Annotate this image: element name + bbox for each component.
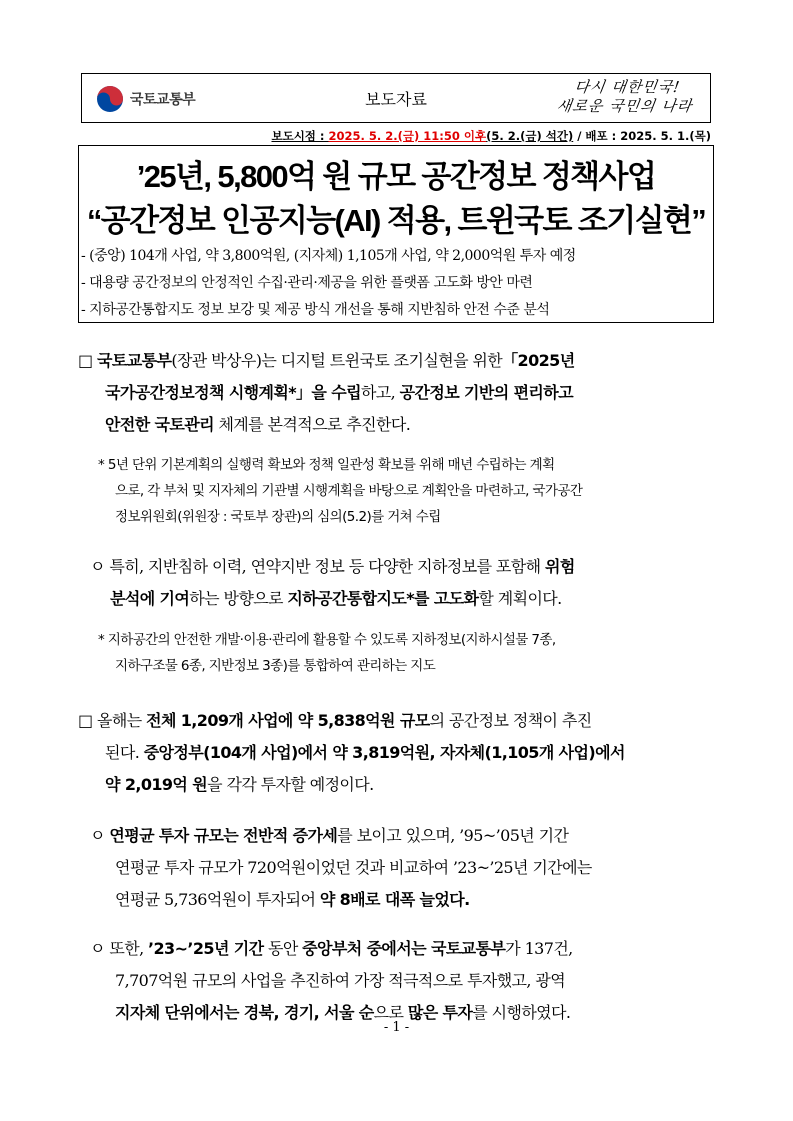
release-info	[271, 128, 711, 144]
release-paper: (5. 2.(금) 석간)	[486, 129, 574, 143]
paragraph-4-line-2: 연평균 투자 규모가 720억원이었던 것과 비교하여 ’23~’25년 기간에는	[115, 858, 592, 877]
doc-type: 보도자료	[365, 90, 427, 109]
bullet-circle: ㅇ	[90, 826, 105, 845]
bullet-circle: ㅇ	[90, 939, 105, 958]
paragraph-2-line-1: ㅇ 특히, 지반침하 이력, 연약지반 정보 등 다양한 지하정보를 포함해 위험	[90, 557, 575, 576]
title-line-1: ’25년, 5,800억 원 규모 공간정보 정책사업	[136, 159, 656, 194]
paragraph-1-line-1: □ 국토교통부(장관 박상우)는 디지털 트윈국토 조기실현을 위한「2025년	[78, 351, 575, 370]
paragraph-1-line-2: 국가공간정보정책 시행계획*」을 수립하고, 공간정보 기반의 편리하고	[105, 383, 573, 402]
paragraph-3-line-2: 된다. 중앙정부(104개 사업)에서 약 3,819억원, 자자체(1,105개 사업)에서	[105, 743, 625, 762]
page-number: - 1 -	[383, 1020, 410, 1035]
release-time: 2025. 5. 2.(금) 11:50 이후	[328, 129, 487, 143]
slogan-line2: 새로운 국민의 나라	[555, 97, 694, 115]
bullet-circle: ㅇ	[90, 557, 105, 576]
paragraph-4	[90, 820, 592, 916]
footnote-1-line-3: 정보위원회(위원장 : 국토부 장관)의 심의(5.2)를 거쳐 수립	[115, 509, 441, 525]
footnote-1-line-1: * 5년 단위 기본계획의 실행력 확보와 정책 일관성 확보를 위해 매년 수립하는 계획	[98, 457, 555, 473]
paragraph-5	[90, 933, 573, 1029]
logo-text: 국토교통부	[130, 92, 196, 108]
header-box	[81, 73, 711, 123]
subtitle-2: - 대용량 공간정보의 안정적인 수집·관리·제공을 위한 플랫폼 고도화 방안 마련	[81, 275, 533, 291]
title-box	[78, 145, 714, 323]
slogan	[553, 78, 698, 116]
title-line-2: “공간정보 인공지능(AI) 적용, 트윈국토 조기실현”	[86, 203, 706, 238]
paragraph-4-line-3: 연평균 5,736억원이 투자되어 약 8배로 대폭 늘었다.	[115, 890, 470, 909]
release-distribution: / 배포 : 2025. 5. 1.(목)	[573, 129, 711, 143]
paragraph-3	[78, 705, 625, 801]
release-label: 보도시점 :	[271, 129, 329, 143]
paragraph-4-line-1: ㅇ 연평균 투자 규모는 전반적 증가세를 보이고 있으며, ’95~’05년 기간	[90, 826, 569, 845]
footnote-1	[98, 452, 582, 530]
slogan-line1: 다시 대한민국!	[573, 78, 682, 96]
bullet-square: □	[78, 711, 93, 730]
footnote-2-line-1: * 지하공간의 안전한 개발·이용·관리에 활용할 수 있도록 지하정보(지하시설물 7종,	[98, 632, 556, 648]
paragraph-1	[78, 345, 575, 441]
paragraph-2-line-2: 분석에 기여하는 방향으로 지하공간통합지도*를 고도화할 계획이다.	[110, 589, 562, 608]
footnote-2-line-2: 지하구조물 6종, 지반정보 3종)를 통합하여 관리하는 지도	[115, 658, 436, 674]
footnote-2	[98, 627, 556, 679]
paragraph-3-line-3: 약 2,019억 원을 각각 투자할 예정이다.	[105, 775, 374, 794]
paragraph-5-line-1: ㅇ 또한, ’23~’25년 기간 동안 중앙부처 중에서는 국토교통부가 137건,	[90, 939, 573, 958]
paragraph-1-line-3: 안전한 국토관리 체계를 본격적으로 추진한다.	[105, 415, 411, 434]
subtitle-3: - 지하공간통합지도 정보 보강 및 제공 방식 개선을 통해 지반침하 안전 수준 분석	[81, 302, 550, 318]
bullet-square: □	[78, 351, 93, 370]
paragraph-5-line-2: 7,707억원 규모의 사업을 추진하여 가장 적극적으로 투자했고, 광역	[115, 971, 566, 990]
paragraph-3-line-1: □ 올해는 전체 1,209개 사업에 약 5,838억원 규모의 공간정보 정책이 추진	[78, 711, 592, 730]
footnote-1-line-2: 으로, 각 부처 및 지자체의 기관별 시행계획을 바탕으로 계획안을 마련하고, 국가공간	[115, 483, 583, 499]
subtitle-1: - (중앙) 104개 사업, 약 3,800억원, (지자체) 1,105개 사업, 약 2,000억원 투자 예정	[81, 248, 576, 264]
paragraph-2	[90, 551, 575, 615]
paragraph-5-line-3: 지자체 단위에서는 경북, 경기, 서울 순으로 많은 투자를 시행하였다.	[115, 1003, 571, 1022]
